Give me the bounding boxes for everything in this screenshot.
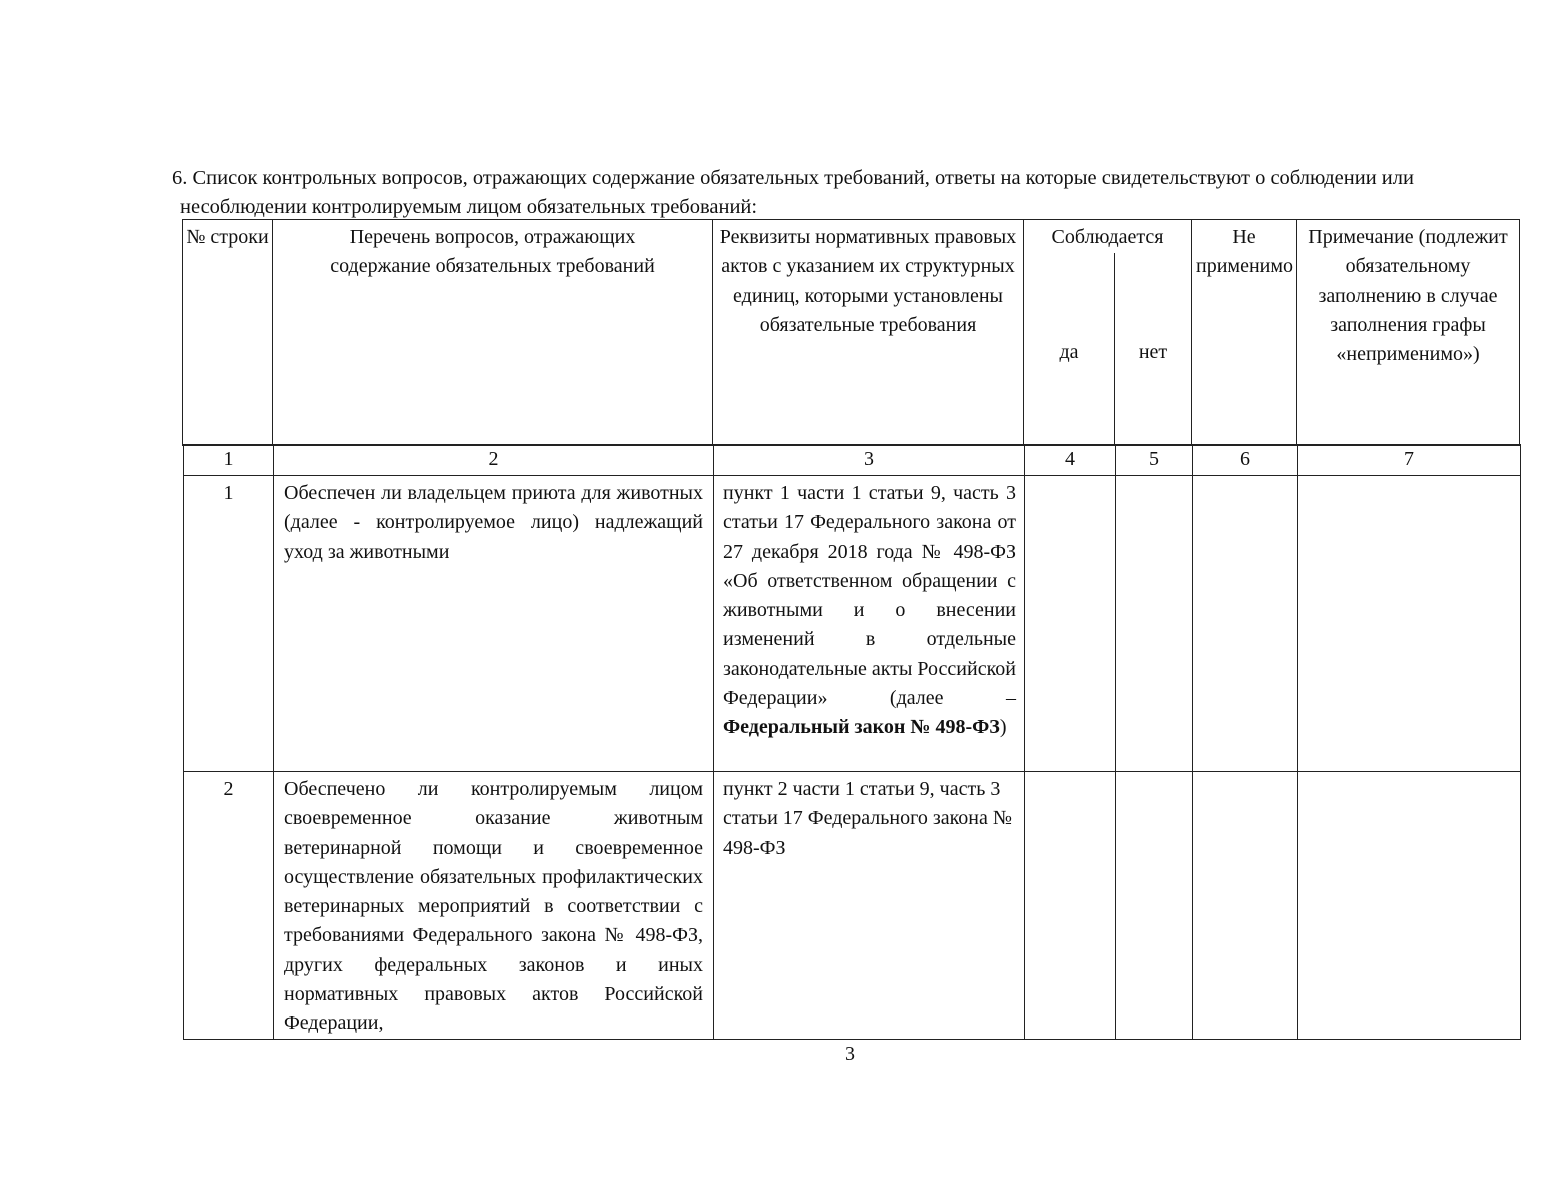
intro-line-1: 6. Список контрольных вопросов, отражающих содержание обязательных требований, ответы на которые свидетельствуют о соблюдении или [172, 167, 1414, 189]
legal-reference-bold: Федеральный закон № 498-ФЗ [723, 716, 1000, 739]
header-row-number: № строки [183, 220, 273, 446]
question-text: Обеспечено ли контролируемым лицом своевременное оказание животным ветеринарной помощи и своевременное осуществление обязательных профилактических ветеринарных мероприятий в соответствии с требованиями Федерального закона № 498-ФЗ, других федеральных законов и иных нормативных правовых актов Российской Федерации, [274, 772, 714, 1040]
column-number: 1 [184, 445, 274, 476]
column-number: 6 [1193, 445, 1298, 476]
section-intro [172, 164, 1522, 222]
column-number: 3 [714, 445, 1025, 476]
column-number: 5 [1116, 445, 1193, 476]
row-number: 1 [184, 476, 274, 772]
column-number: 4 [1025, 445, 1116, 476]
legal-reference-tail: ) [999, 716, 1007, 739]
intro-line-2: несоблюдении контролируемым лицом обязательных требований: [180, 196, 758, 218]
not-applicable-cell[interactable] [1193, 772, 1298, 1040]
header-no: нет [1115, 253, 1192, 446]
yes-cell[interactable] [1025, 772, 1116, 1040]
checklist-header-table [182, 219, 1520, 446]
header-yes: да [1024, 253, 1115, 446]
checklist-body-table [183, 444, 1521, 1040]
table-row [184, 476, 1521, 772]
legal-reference [714, 476, 1025, 772]
no-cell[interactable] [1116, 476, 1193, 772]
column-number: 2 [274, 445, 714, 476]
header-note: Примечание (подлежит обязательному заполнению в случае заполнения графы «неприменимо») [1297, 220, 1520, 446]
no-cell[interactable] [1116, 772, 1193, 1040]
column-number: 7 [1298, 445, 1521, 476]
column-number-row [184, 445, 1521, 476]
legal-reference-text: пункт 1 части 1 статьи 9, часть 3 статьи 17 Федерального закона от 27 декабря 2018 года № 498-ФЗ «Об ответственном обращении с животными и о внесении изменений в отдельные законодательные акты Российской Федерации» (далее – [723, 482, 1016, 710]
note-cell[interactable] [1298, 772, 1521, 1040]
note-cell[interactable] [1298, 476, 1521, 772]
yes-cell[interactable] [1025, 476, 1116, 772]
header-not-applicable: Не применимо [1192, 220, 1297, 446]
header-legal-refs: Реквизиты нормативных правовых актов с указанием их структурных единиц, которыми установлены обязательные требования [713, 220, 1024, 446]
row-number: 2 [184, 772, 274, 1040]
header-complied: Соблюдается [1024, 220, 1192, 254]
not-applicable-cell[interactable] [1193, 476, 1298, 772]
page-number: 3 [845, 1043, 855, 1065]
question-text: Обеспечен ли владельцем приюта для животных (далее - контролируемое лицо) надлежащий уход за животными [274, 476, 714, 772]
legal-reference: пункт 2 части 1 статьи 9, часть 3 статьи 17 Федерального закона № 498-ФЗ [714, 772, 1025, 1040]
header-questions: Перечень вопросов, отражающих содержание обязательных требований [273, 220, 713, 446]
table-row [184, 772, 1521, 1040]
